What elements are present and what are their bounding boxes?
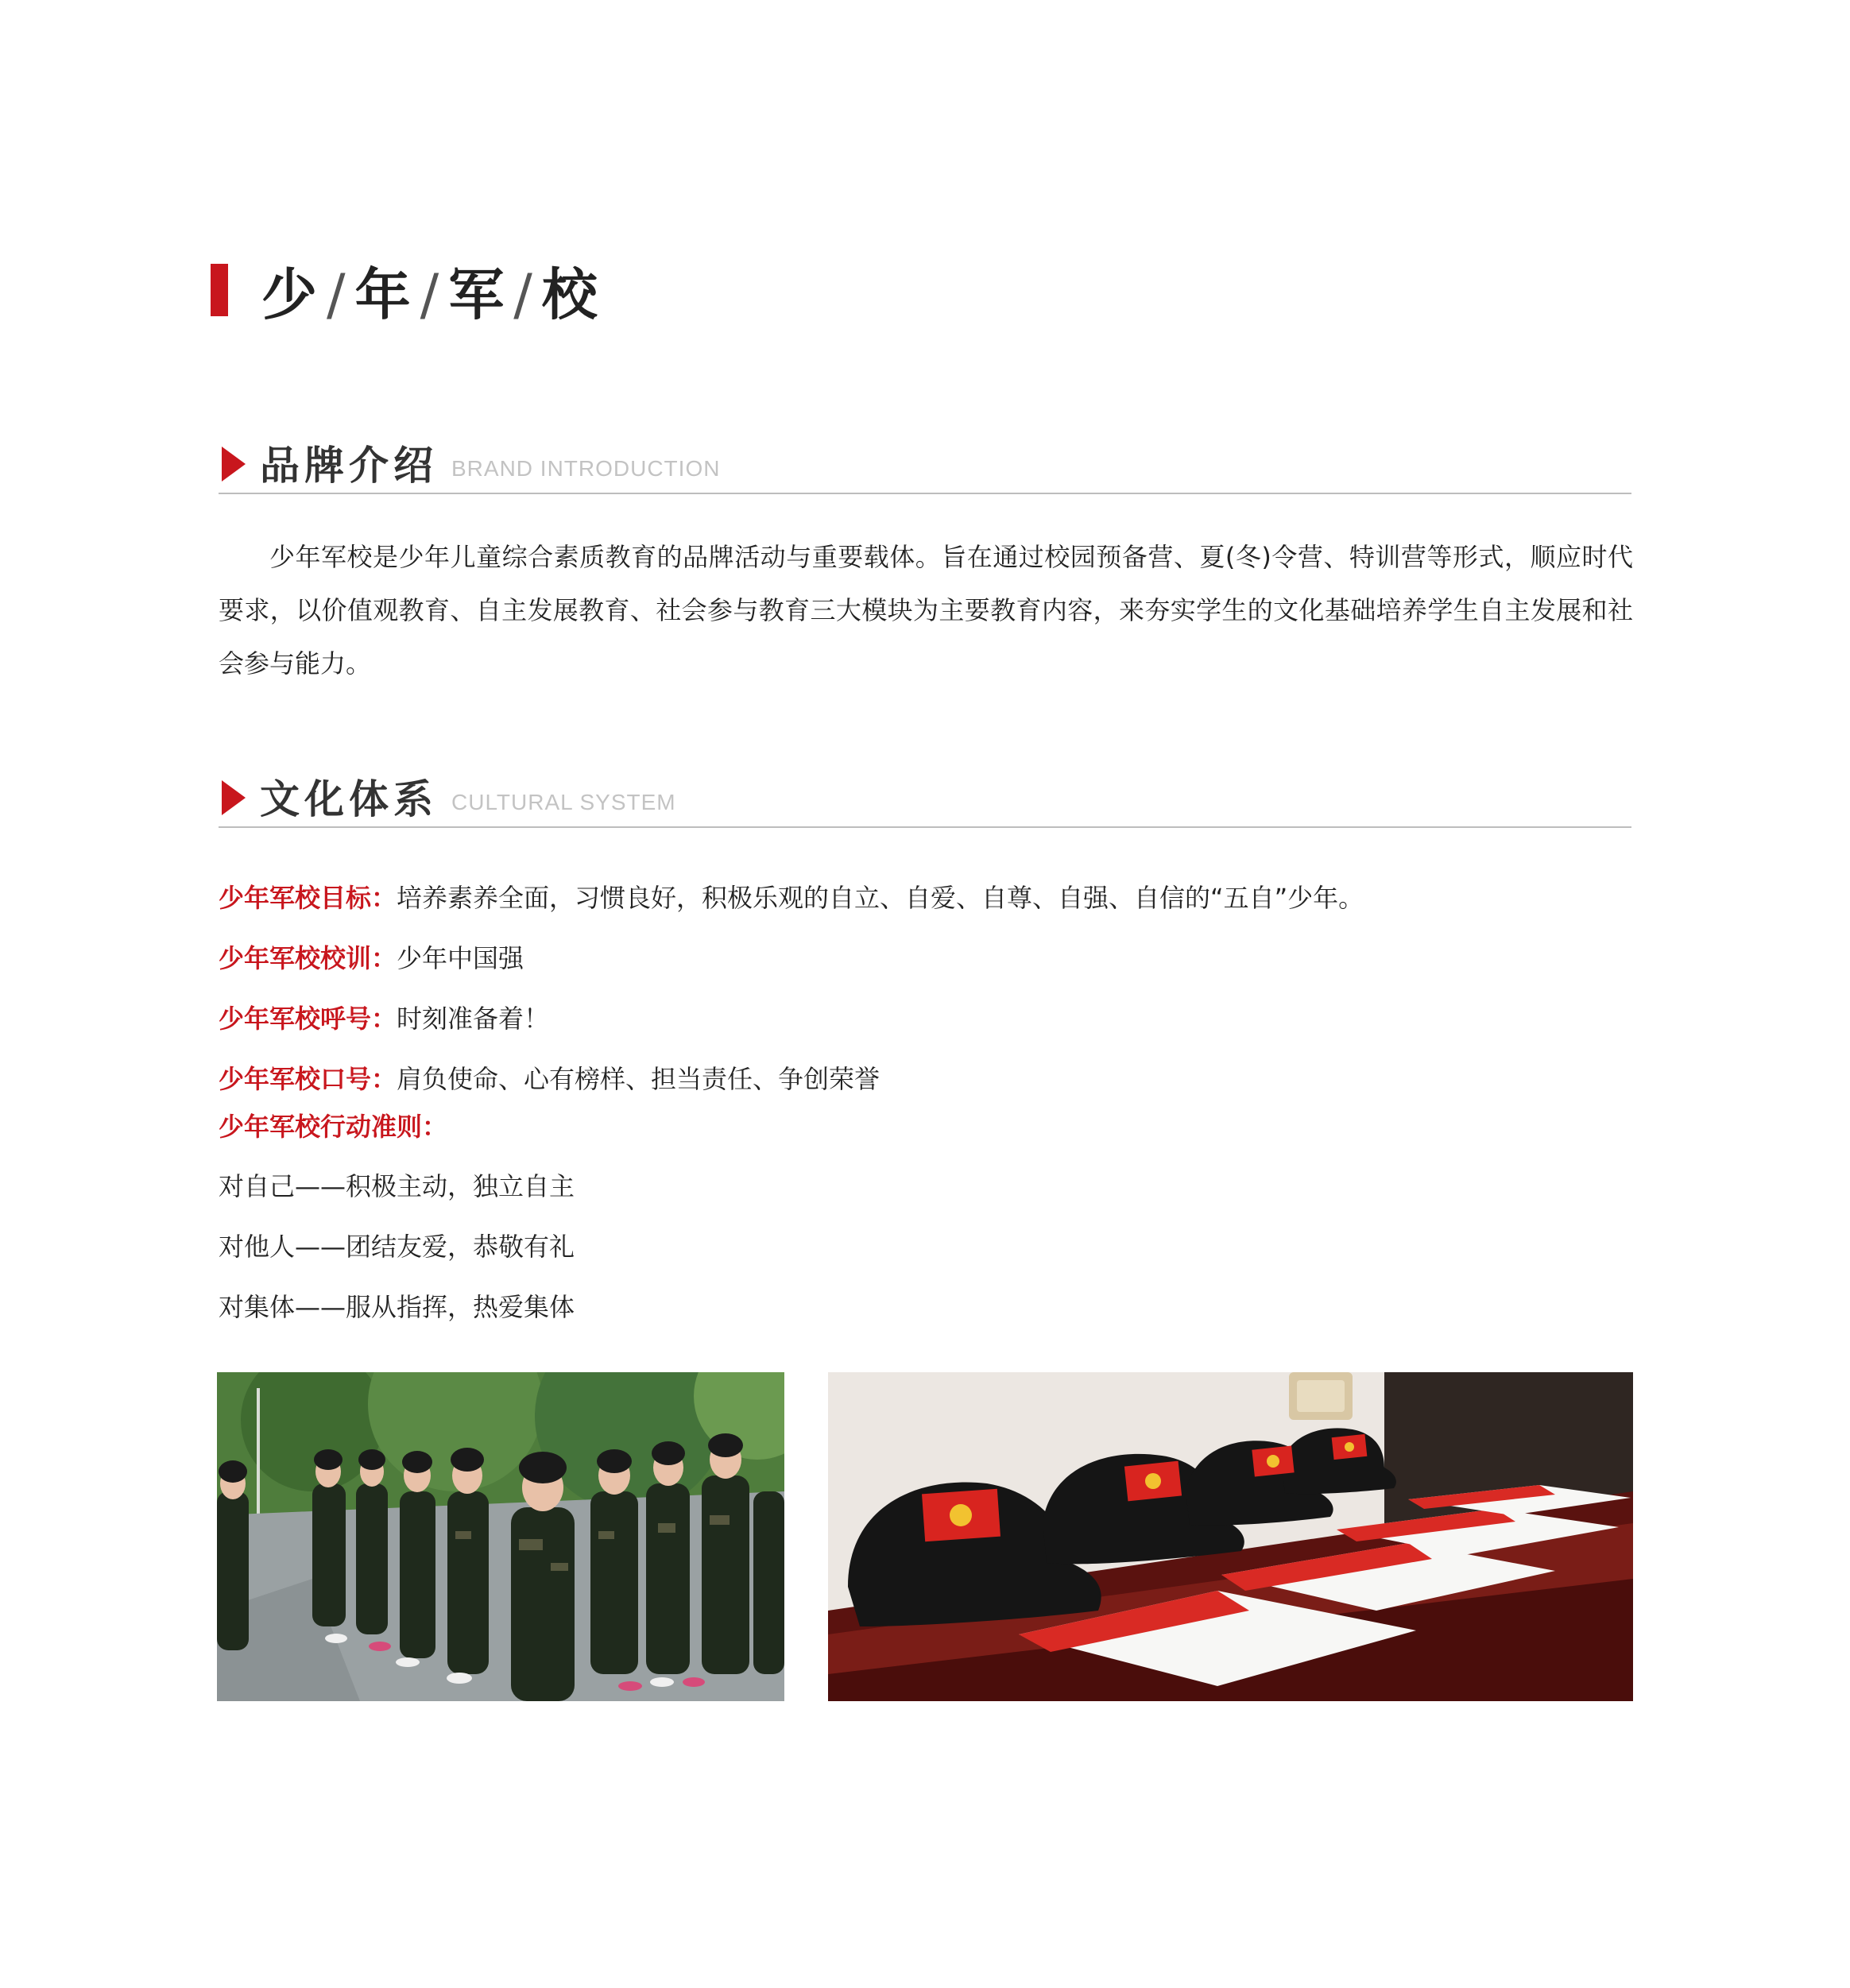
culture-item-label: 少年军校校训：	[219, 943, 397, 973]
triangle-bullet-icon	[222, 447, 246, 482]
triangle-bullet-icon	[222, 780, 246, 815]
brand-heading-cn: 品牌介绍	[260, 442, 438, 489]
photo-caps-handbooks	[828, 1372, 1633, 1701]
code-rule-others: 对他人——团结友爱，恭敬有礼	[219, 1232, 575, 1262]
title-separator: /	[513, 261, 536, 327]
culture-item-goal	[219, 878, 1364, 915]
code-rule-self: 对自己——积极主动，独立自主	[219, 1171, 575, 1201]
page-title	[211, 258, 601, 327]
culture-heading-en: CULTURAL SYSTEM	[451, 790, 676, 814]
brand-intro-body	[219, 531, 1633, 690]
title-accent-bar	[211, 264, 228, 316]
culture-item-label: 少年军校行动准则：	[219, 1112, 448, 1142]
culture-item-value: 少年中国强	[397, 943, 524, 973]
culture-item-slogan	[219, 1059, 880, 1096]
culture-item-value: 时刻准备着！	[397, 1004, 550, 1034]
culture-section-heading	[219, 755, 1631, 828]
title-char: 校	[541, 261, 601, 327]
page-title-text	[261, 250, 601, 331]
culture-item-motto	[219, 938, 524, 975]
culture-heading-cn: 文化体系	[260, 775, 438, 822]
brand-section-heading	[219, 421, 1631, 494]
culture-item-code	[219, 1107, 447, 1143]
culture-item-label: 少年军校呼号：	[219, 1004, 397, 1034]
code-rule-collective: 对集体——服从指挥，热爱集体	[219, 1292, 575, 1322]
title-char: 军	[448, 261, 508, 327]
title-char: 少	[261, 261, 320, 327]
culture-item-value: 肩负使命、心有榜样、担当责任、争创荣誉	[397, 1064, 880, 1094]
title-separator: /	[327, 261, 349, 327]
photo-students-lineup	[217, 1372, 784, 1701]
culture-item-label: 少年军校目标：	[219, 883, 397, 913]
culture-item-call	[219, 999, 549, 1035]
title-char: 年	[354, 261, 414, 327]
title-separator: /	[420, 261, 443, 327]
brand-heading-en: BRAND INTRODUCTION	[451, 456, 721, 481]
brand-intro-paragraph: 少年军校是少年儿童综合素质教育的品牌活动与重要载体。旨在通过校园预备营、夏(冬)令营、特训营等形式，顺应时代要求，以价值观教育、自主发展教育、社会参与教育三大模块为主要教育内容，来夯实学生的文化基础培养学生自主发展和社会参与能力。	[219, 542, 1633, 679]
students-lineup-image	[217, 1372, 784, 1701]
caps-handbooks-image	[828, 1372, 1633, 1701]
culture-item-label: 少年军校口号：	[219, 1064, 397, 1094]
culture-item-value: 培养素养全面，习惯良好，积极乐观的自立、自爱、自尊、自强、自信的“五自”少年。	[397, 883, 1364, 913]
